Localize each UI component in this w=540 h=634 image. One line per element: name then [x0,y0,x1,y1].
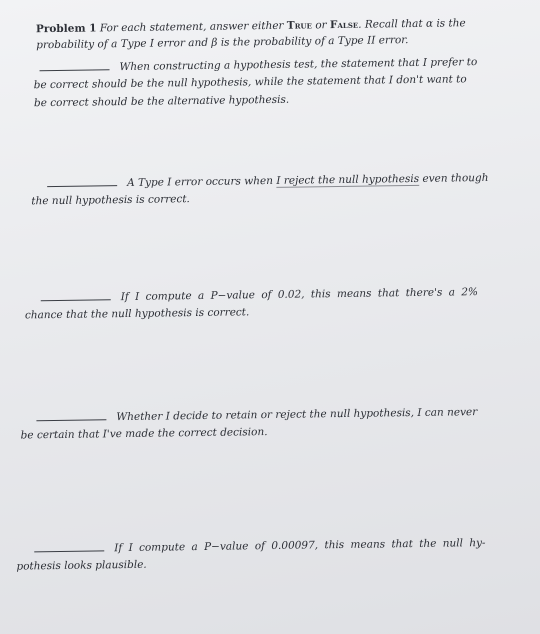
alpha-symbol: α [425,17,434,30]
statement-5 [16,534,526,576]
true-keyword: True [286,19,313,32]
answer-blank-3[interactable] [41,290,111,301]
answer-blank-2[interactable] [47,176,117,187]
statement-1-line-3: be correct should be the alternative hypothesis. [33,93,290,109]
statement-2 [31,170,501,211]
false-keyword: False [329,18,359,32]
answer-blank-1[interactable] [39,60,109,71]
statement-3-line-2: chance that the null hypothesis is correct. [24,306,250,322]
statement-5-line-1: If I compute a P−value of 0.00097, this means that the null hy- [114,537,486,555]
problem-label: Problem 1 [35,22,97,36]
intro-text-3: is the probability of a Type I error and [36,17,466,52]
statement-2-line-2: the null hypothesis is correct. [31,193,190,208]
problem-header [36,15,506,54]
answer-blank-5[interactable] [34,541,104,552]
statement-1-line-1: When constructing a hypothesis test, the statement that I prefer to [119,56,478,74]
statement-3 [25,284,513,325]
statement-4 [20,404,514,446]
statement-1 [33,54,492,112]
answer-blank-4[interactable] [36,410,106,421]
statement-1-line-2: be correct should be the null hypothesis, while the statement that I don't want to [33,73,467,92]
statement-3-line-1: If I compute a P−value of 0.02, this means that there's a 2% [120,286,479,304]
beta-symbol: β [211,36,218,50]
or-word: or [315,19,327,32]
statement-2-line-1a: A Type I error occurs when [127,174,274,189]
statement-2-underlined-phrase: I reject the null hypothesis [276,172,420,187]
statement-4-line-2: be certain that I've made the correct decision. [20,426,268,442]
intro-text-4: is the probability of a Type II error. [220,34,409,49]
intro-text-1: For each statement, answer either [99,19,284,35]
statement-2-line-1c: even though [422,171,489,185]
statement-5-line-2: pothesis looks plausible. [16,559,147,573]
intro-text-2: . Recall that [358,17,423,31]
statement-4-line-1: Whether I decide to retain or reject the null hypothesis, I can never [116,406,478,424]
